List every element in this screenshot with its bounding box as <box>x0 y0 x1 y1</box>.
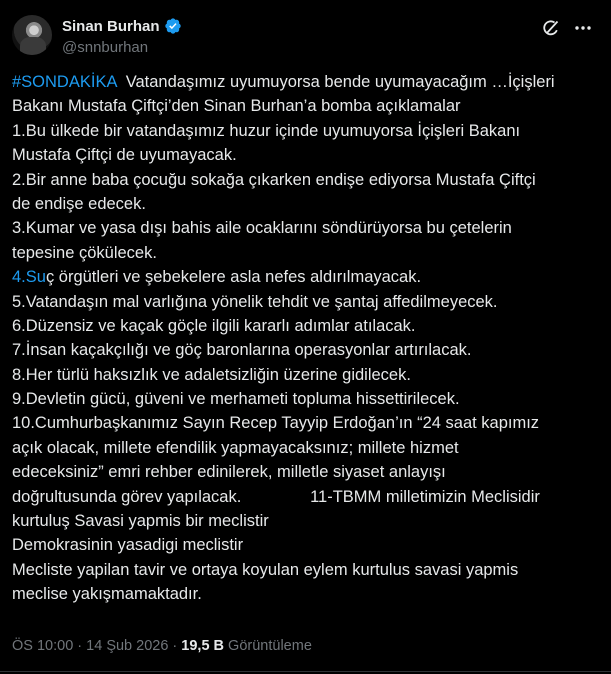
text-segment: ç örgütleri ve şebekelere asla nefes aldırılmayacak. <box>45 268 422 287</box>
meta-separator: · <box>168 638 182 654</box>
post-text <box>12 70 602 607</box>
text-line: Bakanı Mustafa Çiftçi’den Sinan Burhan’a bomba açıklamalar <box>12 97 461 116</box>
verified-badge-icon[interactable] <box>164 17 182 35</box>
text-line: edeceksiniz” emri rehber edinilerek, milletle siyaset anlayışı <box>12 463 446 482</box>
text-line: meclise yakışmamaktadır. <box>12 585 202 604</box>
text-line: Demokrasinin yasadigi meclistir <box>12 536 244 555</box>
text-line <box>12 265 602 289</box>
post-date[interactable]: 14 Şub 2026 <box>86 638 169 654</box>
divider <box>0 671 611 672</box>
inline-link[interactable]: 4.Su <box>12 268 46 287</box>
text-line: 6.Düzensiz ve kaçak göçle ilgili kararlı adımlar atılacak. <box>12 316 416 335</box>
post-time[interactable]: ÖS 10:00 <box>12 638 74 654</box>
views-label: Görüntüleme <box>224 638 312 654</box>
display-name-row <box>62 16 182 36</box>
grok-icon[interactable] <box>541 18 561 38</box>
hashtag-link[interactable]: #SONDAKİKA <box>12 73 117 91</box>
display-name[interactable]: Sinan Burhan <box>62 17 160 35</box>
text-line: tepesine çökülecek. <box>12 243 157 262</box>
text-line: 9.Devletin gücü, güveni ve merhameti topluma hissettirilecek. <box>12 390 460 409</box>
text-line: 8.Her türlü haksızlık ve adaletsizliğin üzerine gidilecek. <box>12 365 411 384</box>
text-line: 7.İnsan kaçakçılığı ve göç baronlarına operasyonlar artırılacak. <box>12 341 472 360</box>
text-line: Mecliste yapilan tavir ve ortaya koyulan eylem kurtulus savasi yapmis <box>12 560 519 579</box>
avatar[interactable] <box>12 15 52 55</box>
text-line: 1.Bu ülkede bir vatandaşımız huzur içinde uyumuyorsa İçişleri Bakanı <box>12 121 521 140</box>
text-line: açık olacak, millete efendilik yapmayacaksınız; millete hizmet <box>12 438 459 457</box>
text-line: 10.Cumhurbaşkanımız Sayın Recep Tayyip Erdoğan’ın “24 saat kapımız <box>12 414 540 433</box>
meta-separator: · <box>73 638 87 654</box>
more-icon[interactable] <box>573 18 593 38</box>
text-line <box>12 70 602 94</box>
text-segment: Vatandaşımız uyumuyorsa bende uyumayacağım …İçişleri <box>116 73 555 91</box>
post-header <box>12 12 599 60</box>
views-count[interactable]: 19,5 B <box>181 638 225 654</box>
author-handle[interactable]: @snnburhan <box>62 39 149 56</box>
text-line: 2.Bir anne baba çocuğu sokağa çıkarken endişe ediyorsa Mustafa Çiftçi <box>12 170 536 189</box>
text-line: de endişe edecek. <box>12 194 146 213</box>
text-line: Mustafa Çiftçi de uyumayacak. <box>12 146 237 165</box>
text-line: 5.Vatandaşın mal varlığına yönelik tehdit ve şantaj affedilmeyecek. <box>12 292 498 311</box>
text-line: kurtuluş Savasi yapmis bir meclistir <box>12 512 269 531</box>
post-meta <box>12 638 312 654</box>
text-line: 3.Kumar ve yasa dışı bahis aile ocaklarını söndürüyorsa bu çetelerin <box>12 219 512 238</box>
text-line: doğrultusunda görev yapılacak. 11-TBMM milletimizin Meclisidir <box>12 487 540 506</box>
author-info <box>62 16 182 56</box>
